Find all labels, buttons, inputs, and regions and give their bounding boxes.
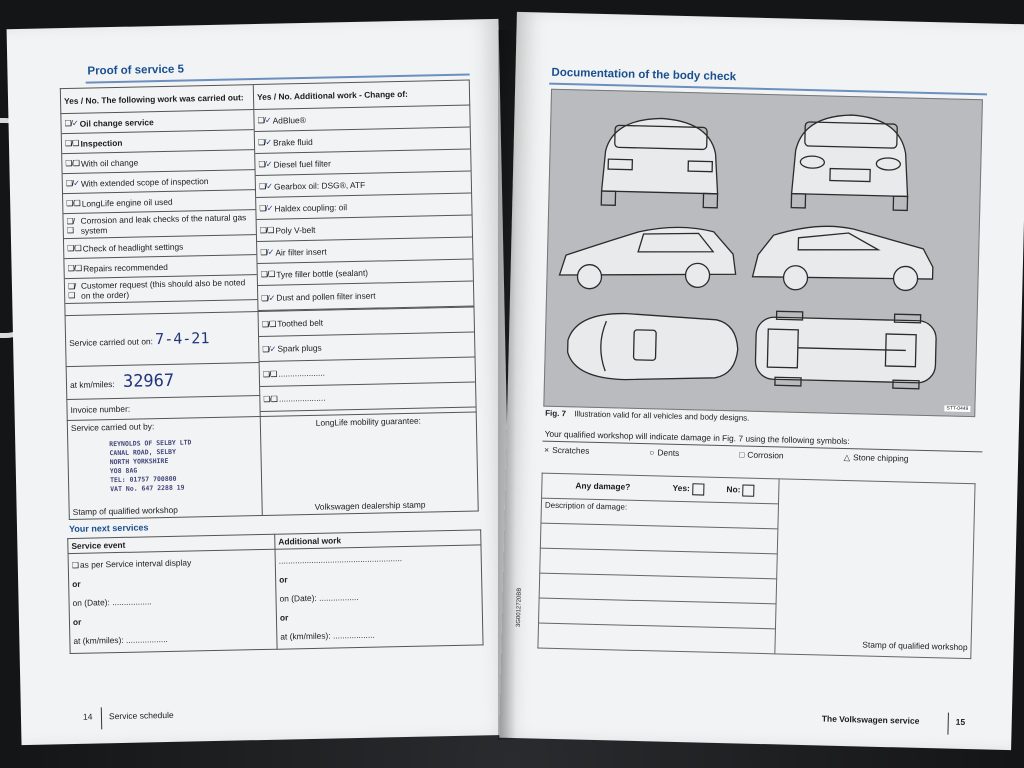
additional-item-checkbox[interactable]: ❑/✓ <box>258 181 273 191</box>
additional-item-checkbox[interactable]: ❑/✓ <box>262 344 276 354</box>
km-cell <box>66 363 260 400</box>
work-item-checkbox[interactable]: ❑/❑ <box>67 263 82 274</box>
proof-title: Proof of service 5 <box>87 63 185 78</box>
damage-symbol-item <box>544 445 589 456</box>
damage-symbol-item <box>649 447 679 458</box>
service-date-cell <box>65 312 259 367</box>
additional-item-checkbox[interactable]: ❑/✓ <box>260 247 274 257</box>
work-item-label: Check of headlight settings <box>82 241 184 254</box>
work-item-checkbox[interactable]: ❑/❑ <box>66 198 80 209</box>
work-item-label: With oil change <box>80 157 139 169</box>
stamp-line: VAT No. 647 2288 19 <box>110 483 185 494</box>
additional-item-row <box>258 282 473 311</box>
right-footer-text: The Volkswagen service <box>821 713 920 726</box>
indicate-text: Your qualified workshop will indicate damage in Fig. 7 using the following symbols: <box>544 428 850 447</box>
damage-symbol-label: Dents <box>657 447 680 458</box>
footer-divider <box>101 707 102 729</box>
right-page <box>499 12 1024 750</box>
additional-item-label: Toothed belt <box>277 317 324 329</box>
damage-symbol-label: Corrosion <box>747 449 784 461</box>
col1-header: Yes / No. The following work was carried out: <box>60 85 253 114</box>
book-gutter <box>498 30 516 740</box>
service-event-header: Service event <box>68 534 275 553</box>
work-item-label: Oil change service <box>79 116 154 129</box>
next-services-title: Your next services <box>68 522 149 535</box>
stamp-qualified-label: Stamp of qualified workshop <box>72 504 178 517</box>
mobility-cell <box>260 412 478 516</box>
service-event-cell: ❑ as per Service interval display or on (Date): ................. or at (km/miles): .................. <box>68 549 277 653</box>
carried-by-label: Service carried out by: <box>70 421 155 433</box>
description-line[interactable] <box>538 623 776 654</box>
stamp-line: TEL: 01757 700800 <box>109 474 177 485</box>
invoice-cell: Invoice number: <box>67 396 260 421</box>
km-handwritten: 32967 <box>122 370 175 392</box>
additional-item-label: Haldex coupling: oil <box>274 201 348 214</box>
additional-item-checkbox[interactable]: ❑/❑ <box>259 225 274 235</box>
no-label: No: <box>726 484 741 495</box>
damage-symbol-icon: □ <box>739 449 745 460</box>
additional-item-checkbox[interactable]: ❑/❑ <box>260 269 275 279</box>
dealer-stamp-label: Volkswagen dealership stamp <box>314 499 426 512</box>
mobility-label: LongLife mobility guarantee: <box>315 415 422 428</box>
work-item-checkbox[interactable]: ❑/❑ <box>67 243 81 254</box>
additional-item-label: Air filter insert <box>275 246 327 258</box>
damage-symbol-item <box>739 449 784 460</box>
service-date-handwritten: 7-4-21 <box>155 329 210 349</box>
work-item-checkbox[interactable]: ❑/❑ <box>65 158 80 169</box>
car-underbody-view <box>755 311 937 389</box>
on-date-label-2: on (Date): ................. <box>279 591 359 604</box>
additional-item-label: .................... <box>278 367 326 379</box>
damage-symbol-icon: × <box>544 444 550 455</box>
figure-code: STT-0449 <box>946 405 969 413</box>
figure-label: Fig. 7 <box>545 408 567 419</box>
damage-symbol-icon: △ <box>843 451 851 463</box>
work-item-checkbox[interactable]: ❑/✓ <box>65 178 80 189</box>
or-label-4: or <box>279 612 289 623</box>
additional-item-checkbox[interactable]: ❑/❑ <box>261 319 276 329</box>
additional-item-label: .................... <box>278 392 326 404</box>
dots-line: ..................................................... <box>278 553 403 566</box>
side-code: 3G0012720BB <box>515 587 523 628</box>
col2-cell <box>254 105 474 311</box>
col1-cell <box>61 110 258 316</box>
left-page-number: 14 <box>82 711 93 722</box>
additional-item-label: Diesel fuel filter <box>273 157 331 170</box>
additional-item-checkbox[interactable]: ❑/✓ <box>261 293 275 303</box>
work-item-checkbox[interactable]: ❑/❑ <box>67 281 76 300</box>
col2-list <box>254 106 473 311</box>
car-left-side-view <box>559 224 737 292</box>
additional-work-header: Additional work <box>275 530 481 549</box>
left-footer-text: Service schedule <box>108 709 174 722</box>
work-item-label: Repairs recommended <box>83 261 168 274</box>
additional-item-label: Brake fluid <box>272 136 313 148</box>
any-damage-label: Any damage? <box>575 480 631 492</box>
car-diagram-svg <box>544 90 982 416</box>
car-diagram-figure <box>543 89 983 417</box>
additional-item-checkbox[interactable]: ❑/✓ <box>258 159 272 169</box>
no-checkbox[interactable] <box>743 485 755 497</box>
at-km-label: at (km/miles): .................. <box>73 633 168 646</box>
additional-item-checkbox[interactable]: ❑/❑ <box>263 394 278 404</box>
interval-label: as per Service interval display <box>79 557 192 570</box>
yes-label: Yes: <box>672 483 690 494</box>
damage-symbol-item <box>844 452 909 464</box>
stamp-cell: Stamp of qualified workshop <box>775 479 975 659</box>
work-item-label: Corrosion and leak checks of the natural gas system <box>80 212 247 236</box>
km-label: at km/miles: <box>69 379 115 390</box>
stamp-line: CANAL ROAD, SELBY <box>109 447 177 458</box>
additional-item-checkbox[interactable]: ❑/❑ <box>262 369 277 379</box>
additional-item-row <box>260 382 475 411</box>
stamp-line: REYNOLDS OF SELBY LTD <box>109 438 192 449</box>
car-top-view <box>567 312 739 382</box>
service-on-label: Service carried out on: <box>69 336 154 348</box>
work-item-label: Inspection <box>80 137 123 149</box>
work-item-checkbox[interactable]: ❑/❑ <box>66 216 75 236</box>
left-page <box>7 19 514 745</box>
or-label-2: or <box>72 616 82 627</box>
damage-symbol-icon: ○ <box>649 447 655 458</box>
car-right-side-view <box>752 224 934 293</box>
car-front-view <box>791 114 909 211</box>
additional-item-checkbox[interactable]: ❑/✓ <box>257 137 272 147</box>
right-footer-divider <box>947 713 949 735</box>
work-item-label: LongLife engine oil used <box>81 196 173 209</box>
or-label-3: or <box>279 574 288 585</box>
on-date-label: on (Date): ................. <box>72 596 152 608</box>
work-item-label: Customer request (this should also be noted on the order) <box>80 277 246 301</box>
description-label: Description of damage: <box>541 498 779 529</box>
col2-extra-list <box>259 308 476 412</box>
additional-item-label: Tyre filler bottle (sealant) <box>276 267 369 280</box>
right-page-number: 15 <box>955 716 966 728</box>
figure-caption-text: Illustration valid for all vehicles and body designs. <box>574 409 750 423</box>
additional-item-label: Dust and pollen filter insert <box>276 290 376 303</box>
additional-item-checkbox[interactable]: ❑/✓ <box>259 203 273 213</box>
next-services-table <box>67 529 483 654</box>
stamp-line: YO8 8AG <box>109 466 138 476</box>
work-item-row <box>65 275 257 304</box>
additional-item-label: Poly V-belt <box>275 224 316 236</box>
car-rear-view <box>601 117 719 208</box>
work-item-checkbox[interactable]: ❑/❑ <box>64 138 79 149</box>
additional-item-label: Gearbox oil: DSG®, ATF <box>273 179 366 192</box>
body-check-title: Documentation of the body check <box>551 66 737 84</box>
at-km-label-2: at (km/miles): .................. <box>280 629 375 642</box>
stamp-line: NORTH YORKSHIRE <box>109 456 169 467</box>
yes-checkbox[interactable] <box>692 483 704 495</box>
damage-symbol-label: Scratches <box>552 444 590 456</box>
additional-work-cell <box>275 545 483 649</box>
damage-table <box>537 473 975 660</box>
damage-symbols <box>544 445 984 466</box>
col2-header: Yes / No. Additional work - Change of: <box>253 80 469 110</box>
or-label-1: or <box>72 578 81 589</box>
work-item-checkbox[interactable]: ❑/✓ <box>64 118 78 129</box>
service-table <box>60 80 479 520</box>
dealer-stamp-text <box>109 437 258 494</box>
additional-item-checkbox[interactable]: ❑/✓ <box>257 115 271 125</box>
work-item-label: With extended scope of inspection <box>80 175 209 189</box>
damage-symbol-label: Stone chipping <box>852 452 909 464</box>
additional-item-label: Spark plugs <box>277 342 322 354</box>
col2-extra <box>258 307 476 417</box>
carried-by-cell <box>67 417 262 520</box>
additional-item-label: AdBlue® <box>272 114 306 126</box>
col1-list <box>61 110 257 304</box>
